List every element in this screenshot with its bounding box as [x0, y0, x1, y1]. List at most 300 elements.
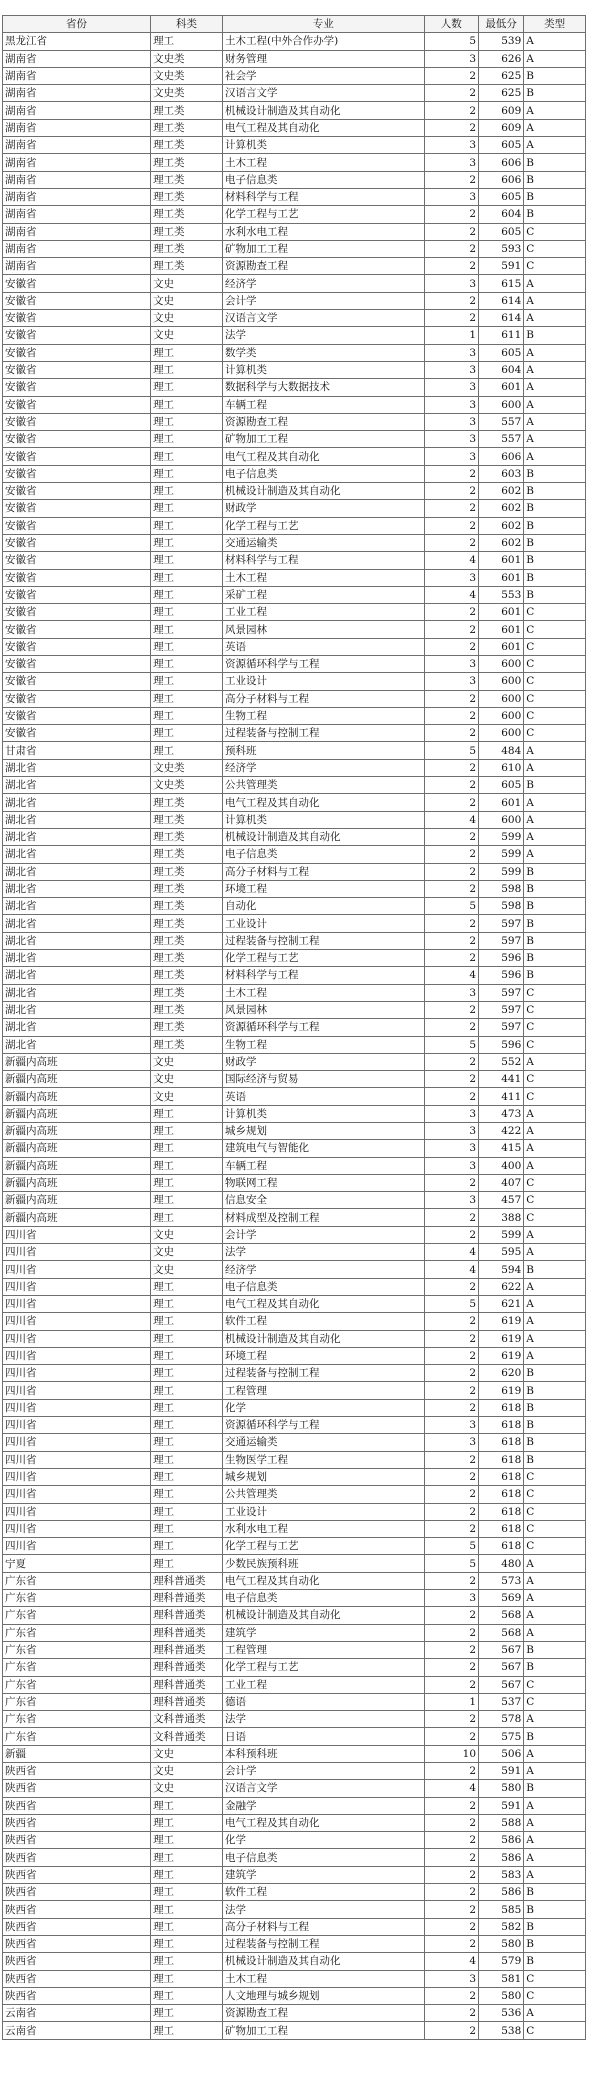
cell-type: B — [524, 85, 586, 102]
cell-type: B — [524, 327, 586, 344]
table-row — [3, 1970, 586, 1987]
cell-type: C — [524, 984, 586, 1001]
cell-category: 理工类 — [151, 206, 223, 223]
cell-type: B — [524, 154, 586, 171]
cell-min-score: 596 — [479, 967, 524, 984]
cell-category: 理工 — [151, 1486, 223, 1503]
cell-type: C — [524, 1520, 586, 1537]
cell-min-score: 580 — [479, 1780, 524, 1797]
cell-category: 理工类 — [151, 1001, 223, 1018]
cell-category: 理工 — [151, 1797, 223, 1814]
cell-type: B — [524, 1399, 586, 1416]
cell-category: 理工类 — [151, 171, 223, 188]
cell-category: 理工类 — [151, 967, 223, 984]
cell-min-score: 596 — [479, 950, 524, 967]
cell-category: 理科普通类 — [151, 1676, 223, 1693]
cell-category: 理工 — [151, 569, 223, 586]
cell-province: 新疆内高班 — [3, 1071, 151, 1088]
cell-count: 2 — [424, 1797, 478, 1814]
table-row — [3, 984, 586, 1001]
cell-type: A — [524, 1745, 586, 1762]
table-row — [3, 1520, 586, 1537]
cell-count: 2 — [424, 759, 478, 776]
cell-min-score: 599 — [479, 863, 524, 880]
cell-major: 财政学 — [223, 500, 425, 517]
cell-province: 四川省 — [3, 1261, 151, 1278]
cell-major: 化学工程与工艺 — [223, 517, 425, 534]
cell-major: 风景园林 — [223, 621, 425, 638]
cell-count: 3 — [424, 1590, 478, 1607]
cell-min-score: 619 — [479, 1330, 524, 1347]
cell-category: 理工类 — [151, 880, 223, 897]
cell-major: 水利水电工程 — [223, 223, 425, 240]
table-row — [3, 67, 586, 84]
cell-count: 1 — [424, 327, 478, 344]
cell-count: 3 — [424, 448, 478, 465]
cell-count: 4 — [424, 552, 478, 569]
cell-type: B — [524, 915, 586, 932]
cell-count: 2 — [424, 777, 478, 794]
cell-type: A — [524, 1832, 586, 1849]
cell-province: 湖南省 — [3, 223, 151, 240]
table-row — [3, 1797, 586, 1814]
cell-major: 资源勘查工程 — [223, 258, 425, 275]
cell-min-score: 588 — [479, 1814, 524, 1831]
cell-type: A — [524, 344, 586, 361]
cell-type: C — [524, 1987, 586, 2004]
cell-type: A — [524, 448, 586, 465]
cell-major: 日语 — [223, 1728, 425, 1745]
cell-count: 3 — [424, 50, 478, 67]
cell-type: B — [524, 1434, 586, 1451]
cell-category: 理工 — [151, 1970, 223, 1987]
cell-province: 广东省 — [3, 1676, 151, 1693]
cell-min-score: 600 — [479, 690, 524, 707]
cell-count: 5 — [424, 33, 478, 50]
cell-category: 理工 — [151, 1174, 223, 1191]
cell-min-score: 594 — [479, 1261, 524, 1278]
cell-min-score: 606 — [479, 154, 524, 171]
table-row — [3, 431, 586, 448]
table-row — [3, 1036, 586, 1053]
cell-category: 文科普通类 — [151, 1711, 223, 1728]
table-row — [3, 880, 586, 897]
cell-type: B — [524, 534, 586, 551]
cell-major: 软件工程 — [223, 1884, 425, 1901]
cell-count: 2 — [424, 604, 478, 621]
cell-province: 湖北省 — [3, 759, 151, 776]
cell-count: 2 — [424, 1901, 478, 1918]
cell-province: 安徽省 — [3, 673, 151, 690]
cell-province: 安徽省 — [3, 310, 151, 327]
cell-major: 矿物加工工程 — [223, 2022, 425, 2039]
cell-category: 理工 — [151, 379, 223, 396]
cell-category: 理科普通类 — [151, 1590, 223, 1607]
cell-count: 3 — [424, 188, 478, 205]
cell-province: 四川省 — [3, 1434, 151, 1451]
cell-category: 理工 — [151, 586, 223, 603]
cell-category: 理工类 — [151, 1036, 223, 1053]
table-row — [3, 1088, 586, 1105]
cell-type: A — [524, 1278, 586, 1295]
cell-province: 四川省 — [3, 1486, 151, 1503]
cell-category: 理工 — [151, 448, 223, 465]
table-row — [3, 413, 586, 430]
cell-count: 4 — [424, 1261, 478, 1278]
cell-count: 2 — [424, 517, 478, 534]
table-row — [3, 932, 586, 949]
cell-min-score: 602 — [479, 534, 524, 551]
cell-province: 广东省 — [3, 1590, 151, 1607]
cell-major: 建筑电气与智能化 — [223, 1140, 425, 1157]
cell-category: 理工 — [151, 1935, 223, 1952]
cell-province: 四川省 — [3, 1468, 151, 1485]
cell-major: 风景园林 — [223, 1001, 425, 1018]
cell-type: B — [524, 1935, 586, 1952]
table-row — [3, 154, 586, 171]
cell-major: 电气工程及其自动化 — [223, 1572, 425, 1589]
cell-type: C — [524, 1001, 586, 1018]
cell-min-score: 606 — [479, 171, 524, 188]
cell-count: 2 — [424, 2005, 478, 2022]
cell-min-score: 618 — [479, 1503, 524, 1520]
cell-category: 理工 — [151, 344, 223, 361]
table-row — [3, 863, 586, 880]
cell-category: 理工类 — [151, 137, 223, 154]
cell-min-score: 583 — [479, 1866, 524, 1883]
cell-min-score: 606 — [479, 448, 524, 465]
cell-province: 安徽省 — [3, 379, 151, 396]
cell-type: B — [524, 465, 586, 482]
cell-category: 理工 — [151, 1157, 223, 1174]
cell-province: 四川省 — [3, 1226, 151, 1243]
cell-category: 理工 — [151, 725, 223, 742]
cell-major: 环境工程 — [223, 880, 425, 897]
cell-min-score: 457 — [479, 1192, 524, 1209]
cell-category: 理工类 — [151, 154, 223, 171]
cell-type: A — [524, 361, 586, 378]
cell-type: A — [524, 1123, 586, 1140]
cell-count: 2 — [424, 1866, 478, 1883]
cell-province: 四川省 — [3, 1417, 151, 1434]
cell-type: A — [524, 1797, 586, 1814]
cell-province: 湖北省 — [3, 863, 151, 880]
table-row — [3, 1866, 586, 1883]
cell-min-score: 441 — [479, 1071, 524, 1088]
cell-min-score: 601 — [479, 552, 524, 569]
cell-major: 材料科学与工程 — [223, 967, 425, 984]
cell-count: 2 — [424, 1209, 478, 1226]
cell-major: 化学工程与工艺 — [223, 950, 425, 967]
cell-count: 2 — [424, 1728, 478, 1745]
cell-province: 安徽省 — [3, 483, 151, 500]
cell-category: 文史 — [151, 1226, 223, 1243]
cell-province: 广东省 — [3, 1728, 151, 1745]
cell-count: 2 — [424, 1918, 478, 1935]
cell-min-score: 605 — [479, 344, 524, 361]
cell-min-score: 618 — [479, 1538, 524, 1555]
cell-count: 2 — [424, 1832, 478, 1849]
cell-min-score: 411 — [479, 1088, 524, 1105]
cell-min-score: 620 — [479, 1365, 524, 1382]
cell-major: 化学工程与工艺 — [223, 206, 425, 223]
cell-type: B — [524, 500, 586, 517]
cell-type: C — [524, 1693, 586, 1710]
cell-category: 文史 — [151, 1261, 223, 1278]
cell-count: 2 — [424, 1987, 478, 2004]
table-row — [3, 1001, 586, 1018]
cell-category: 理工 — [151, 1278, 223, 1295]
cell-min-score: 614 — [479, 292, 524, 309]
cell-type: A — [524, 759, 586, 776]
cell-type: C — [524, 223, 586, 240]
cell-min-score: 585 — [479, 1901, 524, 1918]
cell-major: 矿物加工工程 — [223, 431, 425, 448]
cell-province: 湖北省 — [3, 984, 151, 1001]
cell-type: A — [524, 1053, 586, 1070]
cell-min-score: 603 — [479, 465, 524, 482]
header-category: 科类 — [151, 16, 223, 33]
table-row — [3, 292, 586, 309]
cell-category: 理工 — [151, 483, 223, 500]
cell-major: 过程装备与控制工程 — [223, 932, 425, 949]
cell-count: 2 — [424, 1676, 478, 1693]
cell-type: C — [524, 1503, 586, 1520]
cell-min-score: 591 — [479, 258, 524, 275]
cell-type: B — [524, 1728, 586, 1745]
cell-count: 4 — [424, 811, 478, 828]
cell-type: A — [524, 1226, 586, 1243]
cell-major: 城乡规划 — [223, 1468, 425, 1485]
table-row — [3, 552, 586, 569]
cell-major: 水利水电工程 — [223, 1520, 425, 1537]
cell-category: 理工 — [151, 1953, 223, 1970]
table-row — [3, 794, 586, 811]
table-row — [3, 1174, 586, 1191]
cell-province: 安徽省 — [3, 396, 151, 413]
cell-count: 2 — [424, 1935, 478, 1952]
cell-province: 安徽省 — [3, 655, 151, 672]
cell-category: 理工 — [151, 1866, 223, 1883]
cell-type: B — [524, 517, 586, 534]
cell-province: 四川省 — [3, 1382, 151, 1399]
table-row — [3, 448, 586, 465]
cell-province: 安徽省 — [3, 690, 151, 707]
table-row — [3, 1555, 586, 1572]
cell-min-score: 618 — [479, 1434, 524, 1451]
cell-min-score: 568 — [479, 1624, 524, 1641]
cell-min-score: 579 — [479, 1953, 524, 1970]
cell-count: 2 — [424, 102, 478, 119]
cell-province: 安徽省 — [3, 275, 151, 292]
cell-major: 会计学 — [223, 292, 425, 309]
cell-major: 过程装备与控制工程 — [223, 1365, 425, 1382]
cell-min-score: 611 — [479, 327, 524, 344]
cell-category: 理工 — [151, 1884, 223, 1901]
table-row — [3, 1572, 586, 1589]
cell-category: 理工 — [151, 1849, 223, 1866]
cell-province: 宁夏 — [3, 1555, 151, 1572]
cell-major: 资源循环科学与工程 — [223, 655, 425, 672]
table-row — [3, 1711, 586, 1728]
cell-min-score: 539 — [479, 33, 524, 50]
cell-count: 2 — [424, 119, 478, 136]
cell-major: 工业设计 — [223, 915, 425, 932]
table-row — [3, 604, 586, 621]
cell-province: 安徽省 — [3, 500, 151, 517]
cell-min-score: 484 — [479, 742, 524, 759]
cell-major: 交通运输类 — [223, 534, 425, 551]
cell-min-score: 619 — [479, 1347, 524, 1364]
cell-province: 湖北省 — [3, 898, 151, 915]
cell-province: 广东省 — [3, 1607, 151, 1624]
cell-count: 3 — [424, 569, 478, 586]
cell-type: C — [524, 1209, 586, 1226]
cell-count: 2 — [424, 1659, 478, 1676]
cell-count: 2 — [424, 1347, 478, 1364]
cell-major: 交通运输类 — [223, 1434, 425, 1451]
cell-major: 英语 — [223, 1088, 425, 1105]
cell-min-score: 598 — [479, 898, 524, 915]
cell-major: 土木工程 — [223, 154, 425, 171]
cell-major: 电气工程及其自动化 — [223, 1814, 425, 1831]
cell-category: 理工类 — [151, 950, 223, 967]
cell-min-score: 600 — [479, 811, 524, 828]
cell-major: 经济学 — [223, 1261, 425, 1278]
cell-category: 理工类 — [151, 828, 223, 845]
cell-min-score: 596 — [479, 1036, 524, 1053]
table-row — [3, 1624, 586, 1641]
cell-min-score: 568 — [479, 1607, 524, 1624]
cell-count: 3 — [424, 137, 478, 154]
cell-major: 金融学 — [223, 1797, 425, 1814]
cell-type: A — [524, 1555, 586, 1572]
cell-major: 汉语言文学 — [223, 310, 425, 327]
table-row — [3, 1503, 586, 1520]
cell-min-score: 605 — [479, 777, 524, 794]
cell-count: 2 — [424, 915, 478, 932]
cell-type: B — [524, 1641, 586, 1658]
cell-province: 陕西省 — [3, 1797, 151, 1814]
cell-major: 计算机类 — [223, 811, 425, 828]
cell-province: 安徽省 — [3, 361, 151, 378]
cell-type: C — [524, 1468, 586, 1485]
table-row — [3, 85, 586, 102]
cell-category: 理工 — [151, 1313, 223, 1330]
cell-min-score: 597 — [479, 915, 524, 932]
cell-type: C — [524, 707, 586, 724]
cell-province: 新疆内高班 — [3, 1209, 151, 1226]
cell-type: B — [524, 1382, 586, 1399]
cell-min-score: 573 — [479, 1572, 524, 1589]
cell-major: 物联网工程 — [223, 1174, 425, 1191]
cell-type: B — [524, 1780, 586, 1797]
table-row — [3, 1330, 586, 1347]
cell-count: 2 — [424, 794, 478, 811]
table-row — [3, 1278, 586, 1295]
cell-province: 广东省 — [3, 1641, 151, 1658]
cell-major: 车辆工程 — [223, 1157, 425, 1174]
table-row — [3, 742, 586, 759]
cell-count: 2 — [424, 690, 478, 707]
cell-count: 2 — [424, 1849, 478, 1866]
cell-category: 理工 — [151, 1417, 223, 1434]
cell-count: 3 — [424, 1105, 478, 1122]
cell-type: B — [524, 898, 586, 915]
cell-major: 机械设计制造及其自动化 — [223, 1330, 425, 1347]
table-row — [3, 379, 586, 396]
cell-count: 3 — [424, 379, 478, 396]
table-row — [3, 1399, 586, 1416]
cell-type: A — [524, 275, 586, 292]
cell-major: 少数民族预科班 — [223, 1555, 425, 1572]
cell-type: B — [524, 1953, 586, 1970]
cell-major: 计算机类 — [223, 137, 425, 154]
cell-province: 安徽省 — [3, 638, 151, 655]
cell-province: 广东省 — [3, 1693, 151, 1710]
cell-category: 理工 — [151, 1520, 223, 1537]
cell-major: 电子信息类 — [223, 1590, 425, 1607]
cell-category: 理工 — [151, 1140, 223, 1157]
cell-count: 3 — [424, 984, 478, 1001]
table-row — [3, 655, 586, 672]
table-body — [3, 33, 586, 2039]
cell-category: 文史类 — [151, 85, 223, 102]
cell-category: 理工 — [151, 361, 223, 378]
cell-count: 3 — [424, 1192, 478, 1209]
cell-type: A — [524, 102, 586, 119]
cell-type: B — [524, 967, 586, 984]
cell-min-score: 605 — [479, 137, 524, 154]
cell-province: 新疆内高班 — [3, 1174, 151, 1191]
cell-min-score: 569 — [479, 1590, 524, 1607]
cell-min-score: 553 — [479, 586, 524, 603]
admission-scores-table — [2, 15, 586, 2040]
cell-count: 2 — [424, 85, 478, 102]
cell-min-score: 597 — [479, 984, 524, 1001]
cell-count: 3 — [424, 413, 478, 430]
cell-province: 陕西省 — [3, 1901, 151, 1918]
cell-type: A — [524, 292, 586, 309]
table-row — [3, 258, 586, 275]
table-row — [3, 1209, 586, 1226]
cell-province: 湖北省 — [3, 1036, 151, 1053]
cell-count: 2 — [424, 828, 478, 845]
cell-province: 安徽省 — [3, 569, 151, 586]
cell-count: 2 — [424, 240, 478, 257]
cell-province: 湖北省 — [3, 950, 151, 967]
cell-major: 化学工程与工艺 — [223, 1659, 425, 1676]
cell-type: A — [524, 413, 586, 430]
cell-type: A — [524, 431, 586, 448]
cell-min-score: 599 — [479, 846, 524, 863]
table-row — [3, 586, 586, 603]
cell-type: B — [524, 206, 586, 223]
cell-province: 四川省 — [3, 1313, 151, 1330]
cell-major: 材料成型及控制工程 — [223, 1209, 425, 1226]
cell-category: 理工 — [151, 1918, 223, 1935]
cell-category: 理工 — [151, 1365, 223, 1382]
cell-major: 工程管理 — [223, 1641, 425, 1658]
cell-type: A — [524, 119, 586, 136]
cell-type: A — [524, 1313, 586, 1330]
table-row — [3, 1451, 586, 1468]
cell-count: 2 — [424, 500, 478, 517]
cell-category: 文史 — [151, 327, 223, 344]
table-row — [3, 240, 586, 257]
cell-category: 理工 — [151, 690, 223, 707]
cell-category: 理工 — [151, 552, 223, 569]
